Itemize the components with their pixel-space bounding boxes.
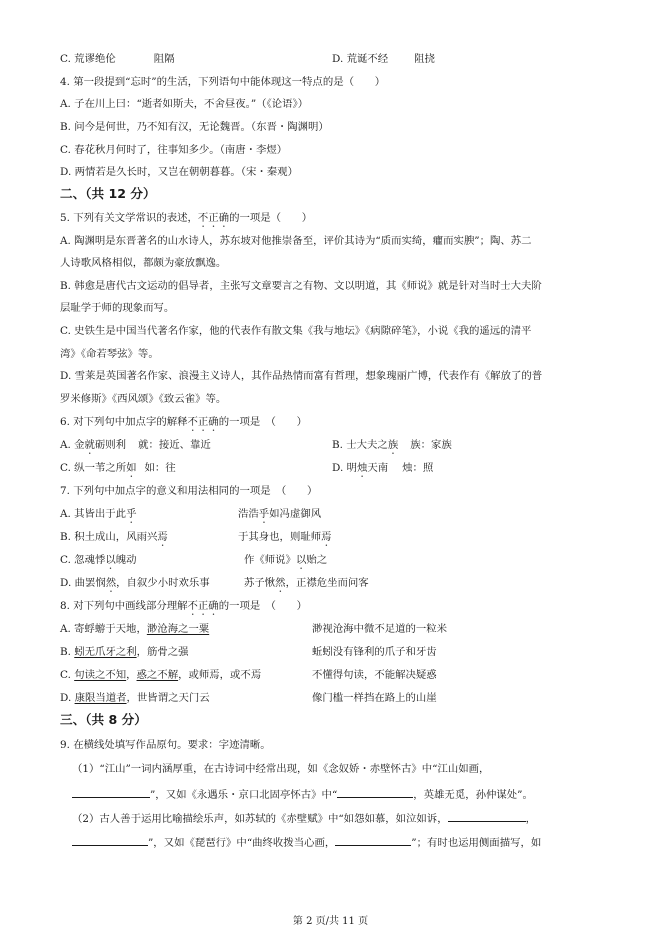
q5-stem-post: 的一项是（ ）	[229, 212, 313, 224]
q6-stem-emphasis: 不正确	[187, 416, 219, 428]
q7-b-right-dotted: 焉	[321, 531, 332, 543]
q5-stem-pre: 5. 下列有关文学常识的表述，	[60, 212, 198, 224]
q6-stem-post: 的一项是 （ ）	[218, 416, 308, 428]
q7-a-right-pre: 浩浩	[238, 508, 259, 520]
q9-part1-line1: （1）“江山”一词内涵厚重，在古诗词中经常出现，如《念奴娇・赤壁怀古》中“江山如画，	[72, 763, 490, 775]
q8-d-underlined: 康限当道者	[74, 692, 127, 704]
q8-a-pre: A. 寄蜉蝣于天地，	[60, 623, 147, 635]
q5-option-d-line1: D. 雪莱是英国著名作家、浪漫主义诗人，其作品热情而富有哲理，想象瑰丽广博，代表作有《解放了的普	[60, 370, 543, 382]
q6-stem	[60, 415, 307, 434]
q4-option-b: B. 问今是何世，乃不知有汉，无论魏晋。（东晋・陶渊明）	[60, 121, 329, 133]
q8-stem-pre: 8. 对下列句中画线部分理解	[60, 600, 188, 612]
q6-b-pre: B. 士大夫之	[332, 439, 388, 451]
q6-a-note: 就：接近、靠近	[138, 439, 211, 451]
q8-c-post: ，或师焉，或不焉	[178, 669, 262, 681]
q7-d-right-post: ，正襟危坐而问客	[285, 577, 369, 589]
q5-option-b-line1: B. 韩愈是唐代古文运动的倡导者，主张写文章要言之有物、文以明道，其《师说》就是针对当时士大夫阶	[60, 280, 542, 292]
section-3-title: 三、（共 8 分）	[60, 712, 147, 727]
q8-stem-post: 的一项是 （ ）	[218, 600, 308, 612]
q9-part2-line1	[72, 810, 536, 826]
q3-option-c-label: C. 荒谬绝伦	[60, 53, 116, 65]
q7-b-right-pre: 于其身也，则耻师	[238, 531, 322, 543]
q3-option-d	[332, 52, 435, 66]
q7-c-right-pre: 作《师说》	[244, 554, 296, 566]
q8-d-pre: D.	[60, 692, 75, 704]
q7-b-left-pre: B. 积土成山，风雨兴	[60, 531, 158, 543]
q7-option-d-left	[60, 576, 210, 595]
q7-a-right-post: 如冯虚御风	[269, 508, 322, 520]
q7-c-left-post: 魄动	[115, 554, 137, 566]
q7-d-right-pre: 苏子愀	[244, 577, 276, 589]
q7-d-left-pre: D. 曲罢悯	[60, 577, 106, 589]
q9-part2-mid: ”，又如《琵琶行》中“曲终收拨当心画，	[148, 837, 336, 849]
q3-option-d-label: D. 荒诞不经	[332, 53, 389, 65]
q8-b-pre: B.	[60, 646, 75, 658]
q9-part1-line2	[72, 786, 533, 802]
q6-option-b	[332, 438, 452, 457]
q5-option-a-line2: 人诗歌风格相似，都颇为豪放飘逸。	[60, 257, 227, 269]
q4-option-a: A. 子在川上曰：“逝者如斯夫，不舍昼夜。”（《论语》）	[60, 98, 309, 110]
q8-c-underlined-2: 惑之不解	[136, 669, 179, 681]
q8-option-b-note: 蚯蚓没有锋利的爪子和牙齿	[312, 646, 437, 658]
q8-c-mid: ，	[126, 669, 137, 681]
q7-c-right-dotted: 以	[295, 554, 307, 566]
q3-option-d-word: 阻挠	[414, 53, 435, 65]
q3-option-c	[60, 52, 175, 66]
q6-d-post: 天南	[367, 462, 389, 474]
q7-option-a-right	[238, 507, 321, 526]
q9-blank-2[interactable]	[337, 786, 413, 798]
q6-b-note: 族：家族	[410, 439, 452, 451]
q6-a-dotted: 就	[84, 439, 95, 451]
q7-c-left-dotted: 以	[105, 554, 116, 566]
q7-option-b-left	[60, 530, 168, 549]
page-number: 第 2 页/共 11 页	[292, 916, 369, 927]
q5-option-d-line2: 罗米修斯》《西风颂》《致云雀》等。	[60, 393, 227, 405]
q7-b-left-dotted: 焉	[157, 531, 168, 543]
q9-part1-post: ，英雄无觅，孙仲谋处”。	[413, 789, 533, 801]
section-2-title: 二、（共 12 分）	[60, 186, 156, 201]
q8-option-d	[60, 691, 210, 705]
q5-option-c-line2: 湾》《命若琴弦》等。	[60, 348, 159, 360]
q6-c-dotted: 如	[126, 462, 137, 474]
q8-option-c-note: 不懂得句读，不能解决疑惑	[312, 669, 437, 681]
q8-b-underlined: 蚓无爪牙之利	[74, 646, 137, 658]
q9-stem: 9. 在横线处填写作品原句。要求：字迹清晰。	[60, 739, 271, 751]
q7-option-a-left	[60, 507, 136, 526]
q9-blank-5[interactable]	[335, 834, 411, 846]
q4-option-d: D. 两情若是久长时，又岂在朝朝暮暮。（宋・秦观）	[60, 166, 298, 178]
q6-c-pre: C. 纵一苇之所	[60, 462, 127, 474]
q7-c-left-pre: C. 忽魂悸	[60, 554, 106, 566]
q8-c-pre: C.	[60, 669, 75, 681]
q7-option-b-right	[238, 530, 332, 549]
q8-stem-emphasis: 不正确	[187, 600, 219, 612]
q7-a-right-dotted: 乎	[258, 508, 270, 520]
q6-d-pre: D. 明	[332, 462, 357, 474]
q6-a-post: 砺则利	[94, 439, 127, 451]
q9-blank-4[interactable]	[72, 834, 148, 846]
q9-part2-pre: （2）古人善于运用比喻描绘乐声，如苏轼的《赤壁赋》中“如怨如慕，如泣如诉，	[72, 813, 448, 825]
q8-c-underlined-1: 句读之不知	[74, 669, 127, 681]
q8-stem	[60, 599, 307, 618]
q7-a-left-dotted: 乎	[126, 508, 137, 520]
q7-c-right-post: 贻之	[306, 554, 328, 566]
q8-a-underlined: 渺沧海之一粟	[146, 623, 210, 635]
q6-a-pre: A. 金	[60, 439, 85, 451]
q5-option-b-line2: 层耻学于师的现象而写。	[60, 302, 175, 314]
q6-c-note: 如：往	[144, 462, 176, 474]
q6-d-note: 烛：照	[402, 462, 434, 474]
q3-option-c-word: 阻隔	[153, 53, 175, 65]
q6-stem-pre: 6. 对下列句中加点字的解释	[60, 416, 188, 428]
q9-part1-mid: ”，又如《永遇乐・京口北固亭怀古》中“	[150, 789, 338, 801]
q7-a-left-pre: A. 其皆出于此	[60, 508, 127, 520]
q7-stem: 7. 下列句中加点字的意义和用法相同的一项是 （ ）	[60, 485, 318, 497]
q8-d-post: ，世皆谓之天门云	[126, 692, 210, 704]
q8-option-c	[60, 668, 261, 682]
q9-part2-tail: ”；有时也运用侧面描写，如	[411, 837, 542, 849]
q7-d-left-dotted: 然	[105, 577, 117, 589]
q7-option-c-right	[244, 553, 327, 572]
q5-stem-emphasis: 不正确	[197, 212, 230, 224]
q8-option-a	[60, 622, 209, 636]
q5-option-a-line1: A. 陶渊明是东晋著名的山水诗人，苏东坡对他推崇备至，评价其诗为“质而实绮，癯而实腴”；陶、苏二	[60, 235, 532, 247]
q6-d-dotted: 烛	[356, 462, 368, 474]
q7-option-d-right	[244, 576, 369, 595]
q6-option-a	[60, 438, 211, 457]
q7-d-right-dotted: 然	[275, 577, 286, 589]
q9-blank-3[interactable]	[448, 810, 526, 822]
q7-d-left-post: ，自叙少小时欢乐事	[116, 577, 210, 589]
q5-stem	[60, 211, 312, 230]
q8-option-b	[60, 645, 189, 659]
q7-option-c-left	[60, 553, 137, 572]
q9-part2-post: ，	[525, 813, 536, 825]
q6-b-dotted: 族	[387, 439, 399, 451]
q9-part2-line2	[72, 834, 541, 850]
q8-option-a-note: 渺视沧海中微不足道的一粒米	[312, 623, 448, 635]
q6-option-d	[332, 461, 433, 480]
q8-option-d-note: 像门槛一样挡在路上的山崖	[312, 692, 437, 704]
q9-blank-1[interactable]	[72, 786, 150, 798]
q6-option-c	[60, 461, 176, 480]
q4-stem: 4. 第一段提到“忘时”的生活，下列语句中能体现这一特点的是（ ）	[60, 76, 386, 88]
q8-b-post: ，筋骨之强	[136, 646, 189, 658]
q5-option-c-line1: C. 史铁生是中国当代著名作家，他的代表作有散文集《我与地坛》《病隙碎笔》，小说《我的遥远的清平	[60, 325, 532, 337]
q4-option-c: C. 春花秋月何时了，往事知多少。（南唐・李煜）	[60, 144, 288, 156]
